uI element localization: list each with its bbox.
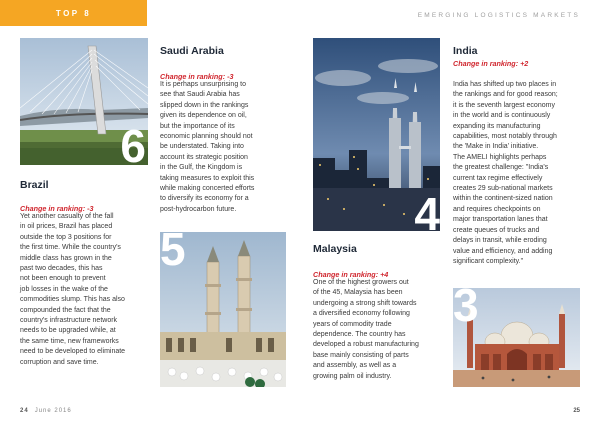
india-body-text <box>453 80 558 267</box>
page-number-left: 24 <box>20 408 29 414</box>
text-line: a diversified economy following <box>313 310 410 318</box>
text-line: capabilities, most notably through <box>453 133 557 141</box>
rank-number-india: 3 <box>453 288 479 331</box>
text-line: account its strategic position <box>160 153 248 161</box>
text-line: The AMELI highlights perhaps <box>453 153 547 161</box>
text-line: economic planning should not <box>160 133 253 141</box>
text-line: the greatest challenge: "India's <box>453 164 549 172</box>
text-line: India has shifted up two places in <box>453 81 557 88</box>
text-line: not been enough to prevent <box>20 275 106 283</box>
text-line: in oil prices, Brazil has placed <box>20 223 113 231</box>
text-line: outside the top 3 positions for <box>20 233 112 241</box>
brazil-heading: Brazil <box>20 179 49 191</box>
page-number-right: 25 <box>573 408 580 414</box>
rank-number-brazil: 6 <box>120 120 146 165</box>
india-heading: India <box>453 45 478 57</box>
text-line: country's infrastructure network <box>20 317 118 325</box>
text-line: It is perhaps unsurprising to <box>160 81 246 88</box>
text-line: see that Saudi Arabia has <box>160 91 240 99</box>
malaysia-photo <box>313 38 440 231</box>
india-photo <box>453 288 580 387</box>
saudi-ranking-change: Change in ranking: -3 <box>160 72 234 81</box>
text-line: post-hydrocarbon future. <box>160 205 237 213</box>
brazil-body-text <box>20 212 125 368</box>
text-line: to diversify its economy for a <box>160 195 249 203</box>
text-line: it is the seventh largest economy <box>453 101 555 109</box>
text-line: create queues of trucks and <box>453 226 540 234</box>
text-line: commodities slump. This has also <box>20 296 125 304</box>
text-line: the same time, new frameworks <box>20 337 119 345</box>
issue-date: June 2016 <box>34 408 72 414</box>
rank-number-saudi: 5 <box>160 232 186 275</box>
rank-number-malaysia: 4 <box>414 188 440 231</box>
text-line: and requires checkpoints on <box>453 205 541 213</box>
text-line: in the world and is continuously <box>453 112 551 120</box>
saudi-heading: Saudi Arabia <box>160 45 224 57</box>
text-line: years of commodity trade <box>313 320 392 328</box>
text-line: middle class has grown in the <box>20 254 112 262</box>
text-line: developed a robust manufacturing <box>313 341 419 349</box>
text-line: while making concerted efforts <box>160 185 255 193</box>
text-line: Yet another casualty of the fall <box>20 213 114 220</box>
malaysia-body-text <box>313 278 419 382</box>
text-line: undergoing a strong shift towards <box>313 299 417 307</box>
text-line: growing palm oil industry. <box>313 372 392 380</box>
saudi-photo <box>160 232 286 387</box>
saudi-body-text <box>160 80 254 215</box>
text-line: expanding its manufacturing <box>453 122 541 130</box>
text-line: the 'Make in India' initiative. <box>453 143 539 151</box>
text-line: creates 29 sub-national markets <box>453 185 553 193</box>
text-line: of the 45, Malaysia has been <box>313 289 403 297</box>
section-tab-label: TOP 8 <box>55 8 92 18</box>
text-line: given its dependence on oil, <box>160 112 247 120</box>
text-line: slipped down in the rankings <box>160 101 249 109</box>
text-line: compounded the fact that the <box>20 306 111 314</box>
text-line: needs to be upgraded while, at <box>20 327 116 335</box>
brazil-ranking-change: Change in ranking: -3 <box>20 204 94 213</box>
section-tab <box>0 0 147 26</box>
text-line: and assembly, as well as a <box>313 362 397 370</box>
india-ranking-change: Change in ranking: +2 <box>453 59 529 68</box>
footer-left <box>20 408 72 414</box>
text-line: significant complexity." <box>453 257 524 265</box>
text-line: within the continent-sized nation <box>453 195 553 203</box>
brazil-photo <box>20 38 148 165</box>
text-line: value and efficiency, and adding <box>453 247 553 255</box>
text-line: past two decades, this has <box>20 265 103 273</box>
malaysia-ranking-change: Change in ranking: +4 <box>313 270 389 279</box>
text-line: taking measures to exploit this <box>160 174 255 182</box>
text-line: be understated. Taking into <box>160 143 244 151</box>
text-line: major transportation lanes that <box>453 216 548 224</box>
text-line: current tax regime effectively <box>453 174 543 182</box>
malaysia-heading: Malaysia <box>313 243 357 255</box>
text-line: the first time. While the country's <box>20 244 121 252</box>
text-line: dependence. The country has <box>313 331 406 339</box>
text-line: in the Gulf, the Kingdom is <box>160 164 243 172</box>
text-line: the rankings and for good reason; <box>453 91 558 99</box>
text-line: need to be developed to eliminate <box>20 348 126 356</box>
text-line: base mainly consisting of parts <box>313 351 409 359</box>
text-line: One of the highest growers out <box>313 279 409 286</box>
running-header: EMERGING LOGISTICS MARKETS <box>417 12 580 19</box>
text-line: delays in transit, while eroding <box>453 237 547 245</box>
text-line: corruption and save time. <box>20 358 99 366</box>
text-line: but the importance of its <box>160 122 235 130</box>
text-line: job losses in the wake of the <box>20 285 108 293</box>
